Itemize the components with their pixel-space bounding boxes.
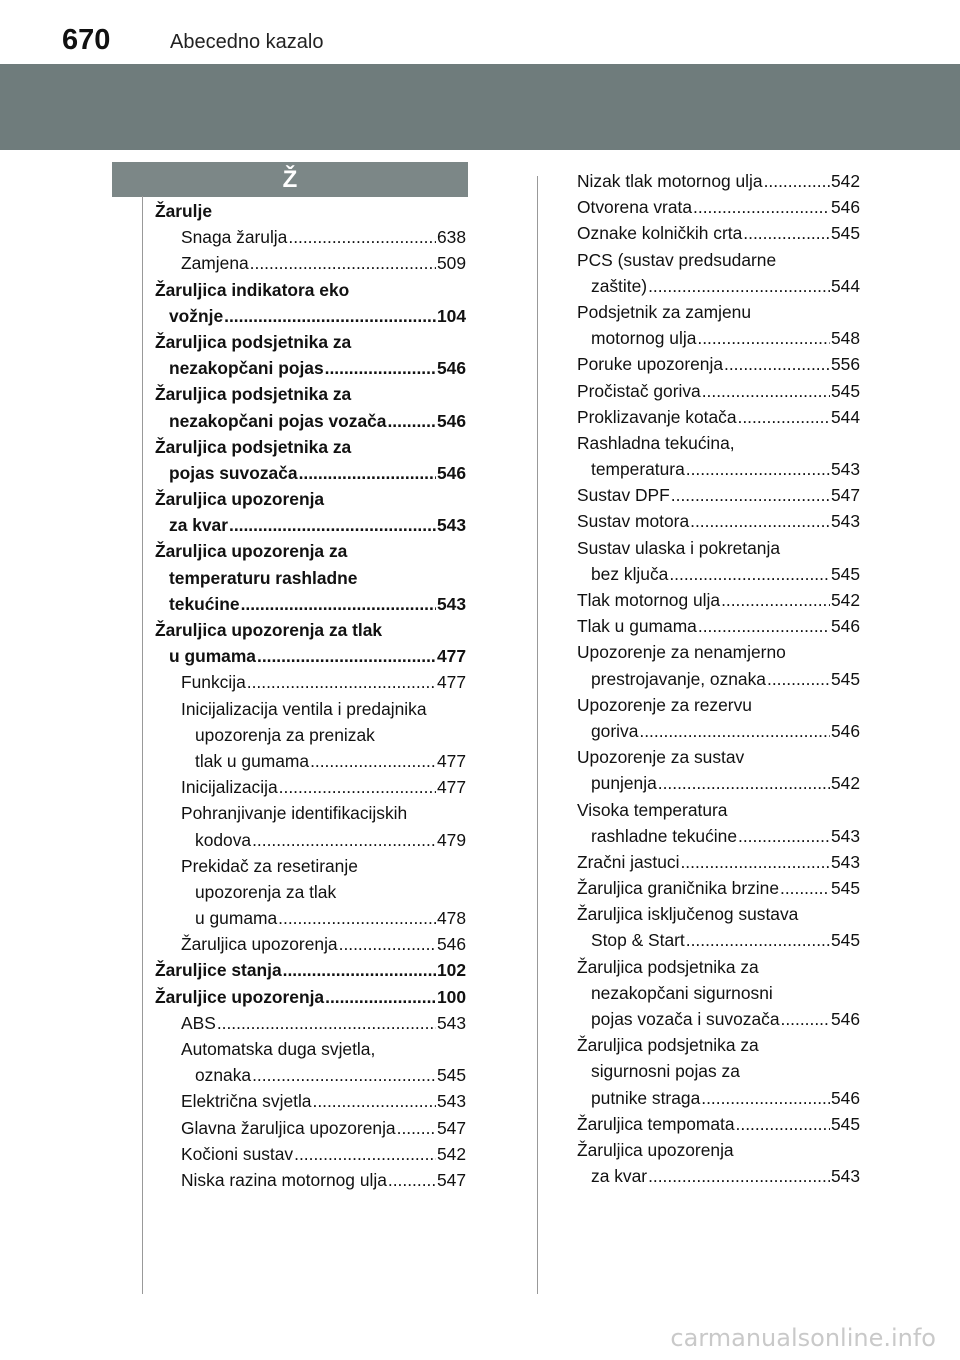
index-entry (577, 456, 860, 482)
index-entry-text: Kočioni sustav (181, 1143, 294, 1164)
index-entry-page[interactable]: 543 (830, 459, 860, 480)
index-entry (155, 565, 466, 591)
index-entry-page[interactable]: 543 (436, 593, 466, 614)
index-entry (155, 460, 466, 486)
index-entry (155, 748, 466, 774)
index-entry-text: Podsjetnik za zamjenu (577, 301, 751, 322)
index-entry (155, 1141, 466, 1167)
dot-leader (294, 1141, 436, 1167)
dot-leader (252, 827, 436, 853)
dot-leader (278, 905, 436, 931)
index-entry-page[interactable]: 545 (830, 563, 860, 584)
index-entry (155, 1115, 466, 1141)
index-entry-page[interactable]: 542 (830, 171, 860, 191)
index-entry-text: Žaruljica podsjetnika za (155, 331, 352, 352)
index-entry-page[interactable]: 546 (830, 1009, 860, 1029)
index-entry (577, 954, 860, 980)
index-entry (155, 1062, 466, 1088)
index-entry-page[interactable]: 545 (830, 878, 860, 899)
dot-leader (764, 168, 830, 194)
dot-leader (690, 508, 830, 534)
index-entry-text: Stop & Start (591, 930, 685, 951)
index-entry (155, 800, 466, 826)
index-entry-text: Proklizavanje kotača (577, 406, 737, 427)
page-header (0, 0, 960, 64)
watermark: carmanualsonline.info (670, 1324, 936, 1352)
index-column-left (155, 198, 466, 1193)
index-entry (577, 1163, 860, 1189)
dot-leader (639, 718, 830, 744)
dot-leader (387, 408, 436, 434)
index-entry-text: Zračni jastuci (577, 851, 680, 872)
index-entry (577, 692, 860, 718)
dot-leader (397, 1115, 436, 1141)
section-title: Abecedno kazalo (170, 31, 324, 53)
index-entry-text: goriva (591, 720, 639, 741)
dot-leader (671, 482, 830, 508)
index-entry-text: Žaruljica upozorenja (181, 934, 338, 955)
dot-leader (780, 875, 830, 901)
index-entry-page[interactable]: 543 (436, 1091, 466, 1112)
index-entry-page[interactable]: 546 (436, 410, 466, 431)
right-column-rule (537, 176, 538, 1294)
index-entry (155, 591, 466, 617)
index-entry-page[interactable]: 543 (830, 1166, 860, 1187)
index-entry (155, 486, 466, 512)
page-number: 670 (62, 24, 111, 56)
index-entry-page[interactable]: 556 (830, 354, 860, 375)
index-entry (577, 613, 860, 639)
dot-leader (686, 927, 830, 953)
index-entry (577, 823, 860, 849)
index-entry-page[interactable]: 547 (830, 485, 860, 506)
index-entry-text: punjenja (591, 773, 657, 794)
index-entry-page[interactable]: 477 (436, 646, 466, 667)
dot-leader (288, 224, 436, 250)
index-entry (155, 381, 466, 407)
index-entry (155, 643, 466, 669)
index-entry-text: upozorenja za prenizak (195, 724, 375, 745)
index-entry-text: pojas vozača i suvozača (591, 1009, 780, 1029)
index-entry-page[interactable]: 546 (830, 720, 860, 741)
dot-leader (648, 273, 830, 299)
header-band (0, 64, 960, 150)
index-entry-text: Žaruljica podsjetnika za (577, 956, 759, 977)
index-entry (577, 508, 860, 534)
dot-leader (736, 1111, 830, 1137)
index-entry (577, 404, 860, 430)
index-entry-text: Pročistač goriva (577, 380, 701, 401)
index-entry (155, 1036, 466, 1062)
index-entry (155, 931, 466, 957)
index-entry-page[interactable]: 546 (830, 616, 860, 637)
index-entry-page[interactable]: 544 (830, 406, 860, 427)
index-entry (577, 325, 860, 351)
index-entry-page[interactable]: 102 (436, 960, 466, 981)
index-entry (577, 299, 860, 325)
index-entry-page[interactable]: 543 (436, 515, 466, 536)
dot-leader (247, 669, 436, 695)
dot-leader (388, 1167, 436, 1193)
index-entry-text: ABS (181, 1012, 216, 1033)
index-entry (577, 351, 860, 377)
index-entry-text: Otvorena vrata (577, 197, 693, 218)
index-entry (155, 984, 466, 1010)
index-entry (155, 1088, 466, 1114)
index-entry (577, 1085, 860, 1111)
dot-leader (702, 378, 830, 404)
dot-leader (299, 460, 436, 486)
index-entry (577, 378, 860, 404)
index-entry-text: nezakopčani pojas (169, 358, 324, 379)
index-entry (577, 1111, 860, 1137)
index-entry-text: Sustav motora (577, 511, 690, 532)
index-entry-page[interactable]: 478 (436, 908, 466, 929)
index-entry-text: u gumama (169, 646, 256, 667)
dot-leader (686, 456, 830, 482)
dot-leader (252, 1062, 436, 1088)
dot-leader (250, 250, 436, 276)
index-entry-text: Žarulje (155, 201, 213, 221)
index-entry (577, 220, 860, 246)
dot-leader (701, 1085, 830, 1111)
index-entry-text: Poruke upozorenja (577, 354, 723, 375)
index-entry-page[interactable]: 542 (830, 773, 860, 794)
index-entry-text: putnike straga (591, 1087, 701, 1108)
index-entry (577, 587, 860, 613)
dot-leader (217, 1010, 436, 1036)
index-entry (577, 901, 860, 927)
index-entry (577, 770, 860, 796)
index-column-right (577, 168, 860, 1189)
dot-leader (697, 325, 830, 351)
index-entry (577, 1006, 860, 1032)
index-entry-text: tekućine (169, 593, 240, 614)
dot-leader (721, 587, 830, 613)
index-entry (155, 905, 466, 931)
dot-leader (724, 351, 830, 377)
index-entry-text: Žaruljice stanja (155, 960, 282, 981)
index-entry (155, 696, 466, 722)
index-entry (155, 408, 466, 434)
index-entry-page[interactable]: 543 (436, 1012, 466, 1033)
dot-leader (698, 613, 830, 639)
index-entry (577, 849, 860, 875)
index-entry (577, 1032, 860, 1058)
index-entry-page[interactable]: 545 (830, 380, 860, 401)
dot-leader (283, 957, 436, 983)
index-entry-text: Žaruljice upozorenja (155, 986, 325, 1007)
index-entry-text: Žaruljica upozorenja za tlak (155, 620, 383, 640)
index-entry-text: PCS (sustav predsudarne (577, 249, 777, 270)
index-entry-page[interactable]: 544 (830, 275, 860, 296)
dot-leader (781, 1006, 830, 1032)
index-entry-text: Tlak motornog ulja (577, 590, 721, 610)
index-entry-text: Snaga žarulja (181, 227, 288, 248)
index-entry-page[interactable]: 547 (436, 1117, 466, 1138)
index-entry-text: Električna svjetla (181, 1091, 312, 1112)
index-entry (155, 853, 466, 879)
index-entry (577, 639, 860, 665)
index-entry-page[interactable]: 477 (436, 777, 466, 798)
index-entry-text: temperatura (591, 459, 685, 480)
index-entry (155, 434, 466, 460)
index-entry (155, 277, 466, 303)
index-entry-text: Rashladna tekućina, (577, 432, 735, 453)
dot-leader (279, 774, 436, 800)
index-entry-text: Sustav ulaska i pokretanja (577, 537, 781, 558)
index-entry-text: Žaruljica podsjetnika za (155, 436, 352, 457)
dot-leader (312, 1088, 436, 1114)
dot-leader (648, 1163, 830, 1189)
dot-leader (738, 823, 830, 849)
index-entry-text: Zamjena (181, 253, 249, 274)
index-entry-page[interactable]: 546 (436, 934, 466, 955)
index-entry-text: Funkcija (181, 672, 246, 693)
index-entry-page[interactable]: 545 (830, 1113, 860, 1134)
index-entry-text: Žaruljica indikatora eko (155, 279, 350, 300)
index-entry (155, 827, 466, 853)
index-entry-text: Prekidač za resetiranje (181, 855, 358, 876)
index-entry-text: Žaruljica isključenog sustava (577, 904, 799, 925)
dot-leader (743, 220, 830, 246)
index-entry-text: sigurnosni pojas za (591, 1061, 740, 1082)
index-entry (577, 430, 860, 456)
index-entry-page[interactable]: 479 (436, 829, 466, 850)
index-entry-page[interactable]: 546 (830, 1087, 860, 1108)
index-entry-text: nezakopčani pojas vozača (169, 410, 387, 431)
index-entry (155, 957, 466, 983)
dot-leader (669, 561, 830, 587)
index-entry (577, 194, 860, 220)
index-entry (577, 273, 860, 299)
index-entry-text: Sustav DPF (577, 485, 670, 506)
index-entry (577, 1058, 860, 1084)
index-entry-text: kodova (195, 829, 252, 850)
index-entry-text: Žaruljica podsjetnika za (155, 384, 352, 405)
index-entry (155, 512, 466, 538)
index-entry-text: motornog ulja (591, 328, 697, 349)
index-entry-page[interactable]: 545 (830, 930, 860, 951)
index-entry (577, 875, 860, 901)
index-entry-page[interactable]: 545 (830, 223, 860, 244)
index-entry (155, 355, 466, 381)
index-entry (577, 797, 860, 823)
index-entry (155, 774, 466, 800)
index-entry-page[interactable]: 546 (830, 197, 860, 218)
dot-leader (224, 303, 436, 329)
index-entry-text: nezakopčani sigurnosni (591, 982, 773, 1003)
index-entry-page[interactable]: 477 (436, 750, 466, 771)
index-entry (155, 303, 466, 329)
index-entry-page[interactable]: 545 (830, 668, 860, 689)
index-entry-text: pojas suvozača (169, 462, 298, 483)
dot-leader (241, 591, 436, 617)
index-entry-text: Žaruljica upozorenja za (155, 541, 348, 562)
dot-leader (339, 931, 436, 957)
index-entry-text: prestrojavanje, oznaka (591, 668, 766, 689)
dot-leader (229, 512, 436, 538)
index-entry-text: upozorenja za tlak (195, 881, 337, 902)
index-entry-text: Žaruljica podsjetnika za (577, 1035, 759, 1056)
index-entry-page[interactable]: 543 (830, 851, 860, 872)
index-entry (577, 561, 860, 587)
index-entry (577, 535, 860, 561)
index-entry-text: oznaka (195, 1065, 252, 1086)
index-entry (577, 482, 860, 508)
index-entry (155, 329, 466, 355)
index-entry (155, 669, 466, 695)
index-entry (155, 1167, 466, 1193)
index-entry (155, 224, 466, 250)
index-entry-text: Upozorenje za nenamjerno (577, 642, 786, 663)
index-entry-text: Niska razina motornog ulja (181, 1169, 387, 1190)
dot-leader (767, 666, 830, 692)
dot-leader (693, 194, 830, 220)
index-entry-text: tlak u gumama (195, 750, 310, 771)
index-entry-page[interactable]: 545 (436, 1065, 466, 1086)
index-entry-text: Žaruljica upozorenja (577, 1139, 734, 1160)
index-entry-page[interactable]: 542 (830, 590, 860, 610)
index-entry-text: za kvar (169, 515, 228, 536)
index-entry-text: Visoka temperatura (577, 799, 728, 820)
index-entry-page[interactable]: 477 (436, 672, 466, 693)
index-entry-page[interactable]: 638 (436, 227, 466, 248)
index-entry (155, 538, 466, 564)
index-entry-text: Inicijalizacija ventila i predajnika (181, 698, 427, 719)
dot-leader (680, 849, 830, 875)
index-entry-text: Pohranjivanje identifikacijskih (181, 803, 408, 824)
index-entry (577, 927, 860, 953)
index-entry (155, 617, 466, 643)
index-entry-text: Žaruljica tempomata (577, 1113, 735, 1134)
index-entry (155, 1010, 466, 1036)
index-entry-text: temperaturu rashladne (169, 567, 358, 588)
dot-leader (257, 643, 436, 669)
index-entry-text: Žaruljica upozorenja (155, 489, 325, 510)
dot-leader (738, 404, 830, 430)
index-letter-heading: Ž (112, 162, 468, 197)
index-entry-text: Automatska duga svjetla, (181, 1039, 376, 1059)
index-entry (155, 722, 466, 748)
index-entry (577, 980, 860, 1006)
index-entry-page[interactable]: 542 (436, 1143, 466, 1164)
dot-leader (658, 770, 830, 796)
index-entry-text: Nizak tlak motornog ulja (577, 171, 763, 191)
index-entry (577, 168, 860, 194)
dot-leader (325, 984, 436, 1010)
index-entry-text: vožnje (169, 305, 224, 326)
index-entry-page[interactable]: 509 (436, 253, 466, 274)
index-entry-text: Inicijalizacija (181, 777, 278, 798)
index-entry-text: u gumama (195, 908, 278, 929)
index-entry-page[interactable]: 100 (436, 986, 466, 1007)
index-entry-page[interactable]: 546 (436, 358, 466, 379)
index-entry-text: Glavna žaruljica upozorenja (181, 1117, 396, 1138)
index-entry-text: Upozorenje za rezervu (577, 694, 752, 715)
index-entry-text: bez ključa (591, 563, 669, 584)
left-column-rule (142, 196, 143, 1294)
index-entry-page[interactable]: 546 (436, 462, 466, 483)
index-entry (155, 879, 466, 905)
dot-leader (310, 748, 436, 774)
index-entry-text: Oznake kolničkih crta (577, 223, 743, 244)
index-entry-text: rashladne tekućine (591, 825, 737, 846)
index-entry (577, 718, 860, 744)
index-entry-page[interactable]: 548 (830, 328, 860, 349)
index-entry (155, 250, 466, 276)
index-entry-page[interactable]: 543 (830, 511, 860, 532)
index-entry-page[interactable]: 104 (436, 305, 466, 326)
index-entry (577, 744, 860, 770)
dot-leader (325, 355, 436, 381)
index-entry-text: Upozorenje za sustav (577, 747, 745, 768)
index-entry-text: zaštite) (591, 275, 648, 296)
index-entry (577, 666, 860, 692)
index-entry (577, 1137, 860, 1163)
index-entry-page[interactable]: 543 (830, 825, 860, 846)
index-entry-page[interactable]: 547 (436, 1169, 466, 1190)
index-entry (577, 247, 860, 273)
index-entry-text: Tlak u gumama (577, 616, 697, 637)
index-entry-text: za kvar (591, 1166, 648, 1187)
index-entry (155, 198, 466, 224)
index-entry-text: Žaruljica graničnika brzine (577, 878, 780, 899)
